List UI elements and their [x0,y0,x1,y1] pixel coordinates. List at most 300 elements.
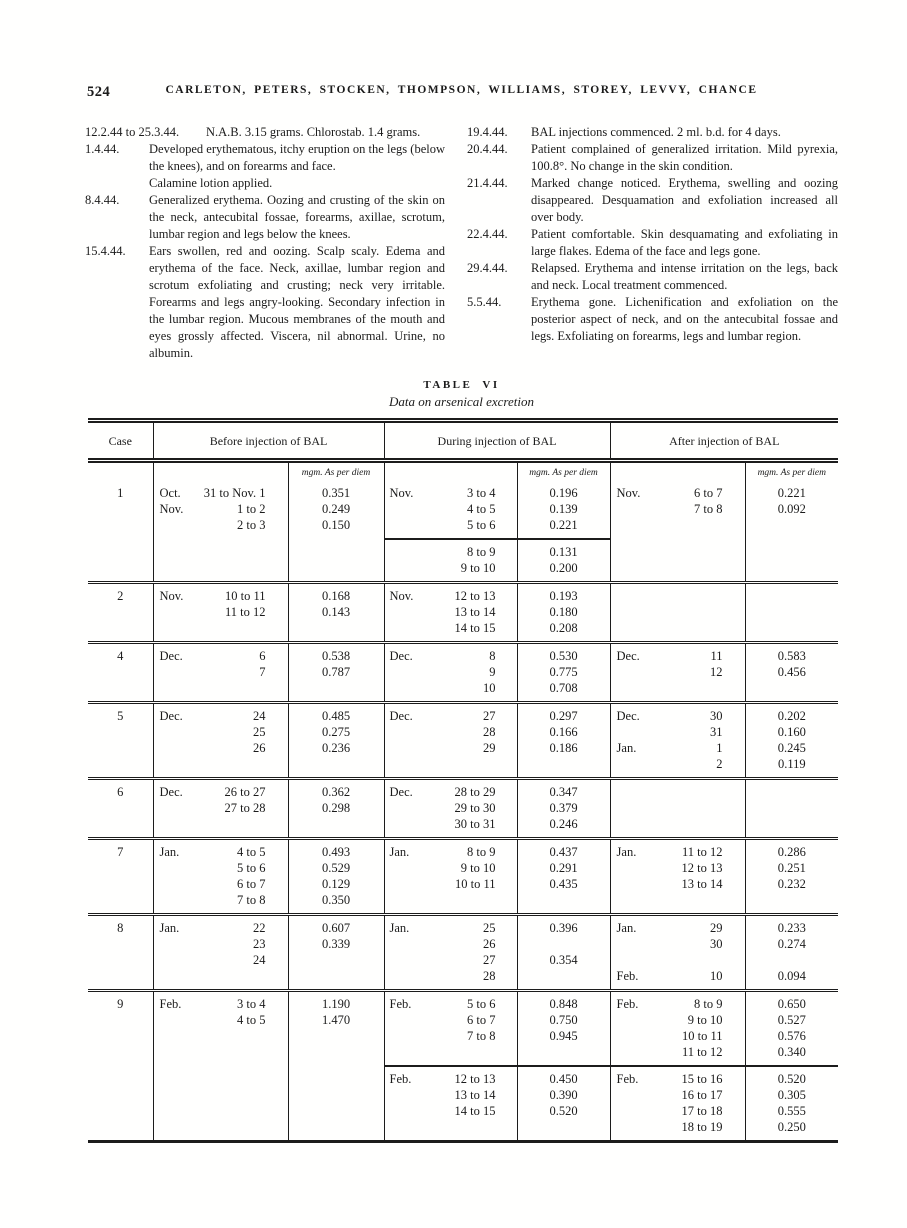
history-column-left [85,124,445,362]
entry-text [531,175,838,226]
value-block [289,844,384,908]
during-values-cell [517,643,610,703]
excretion-value [518,936,610,952]
excretion-value: 0.340 [777,1045,806,1059]
entry-paragraph: Patient comfortable. Skin desquamating and exfoliating in large flakes. Edema of the face and legs gone. [531,227,838,258]
case-row [88,481,838,583]
excretion-value: 0.286 [777,845,806,859]
history-entry [85,124,445,141]
date-block [160,485,282,533]
day-range: 3 to 4 [237,997,266,1011]
excretion-value: 0.708 [549,681,578,695]
excretion-value: 1.470 [321,1013,351,1027]
excretion-value: 0.245 [777,741,806,755]
after-dates-cell [610,915,745,991]
month-label: Dec. [616,649,640,663]
day-range: 9 [489,665,496,679]
month-label [390,1012,426,1028]
day-range: 11 to 12 [224,605,266,619]
case-row [88,839,838,915]
excretion-value: 0.493 [321,845,351,859]
month-label: Feb. [616,1072,639,1086]
day-range: 28 [483,725,496,739]
excretion-value: 0.520 [549,1104,578,1118]
date-line [160,648,282,664]
during-values-cell [517,703,610,779]
month-label [617,1044,653,1060]
during-dates-cell [384,839,517,915]
before-dates-cell [153,779,288,839]
during-dates-cell [384,481,517,583]
excretion-value: 0.298 [321,801,351,815]
during-dates-cell [384,991,517,1142]
month-label: Dec. [389,649,413,663]
entry-text [531,260,838,294]
date-line [390,664,512,680]
excretion-value: 0.233 [777,921,806,935]
during-values-cell [517,481,610,583]
month-label [390,544,426,560]
month-label: Nov. [389,589,414,603]
month-label [160,952,196,968]
case-number: 5 [88,703,153,779]
excretion-value: 0.196 [549,486,578,500]
day-range: 31 to Nov. 1 [203,486,266,500]
day-range: 27 [483,709,496,723]
date-line [160,800,282,816]
month-label [617,860,653,876]
month-label [160,724,196,740]
date-line [160,1012,282,1028]
unit-header-before: mgm. As per diem [288,461,384,482]
month-label [390,604,426,620]
excretion-value: 0.193 [549,589,578,603]
day-range: 11 to 12 [682,845,723,859]
entry-paragraph: Patient complained of generalized irritation. Mild pyrexia, 100.8°. No change in the skin condition. [531,142,838,173]
day-range: 14 to 15 [454,1104,496,1118]
entry-date: 22.4.44. [467,227,508,241]
excretion-value: 0.274 [777,937,806,951]
day-range: 12 to 13 [454,1072,496,1086]
day-range: 11 to 12 [682,1045,723,1059]
entry-paragraph: Marked change noticed. Erythema, swelling and oozing disappeared. Desquamation and exfoliation increased all over body. [531,176,838,224]
day-range: 18 to 19 [681,1120,723,1134]
month-label [390,1087,426,1103]
subheader-spacer [88,461,153,482]
excretion-value: 0.129 [321,877,351,891]
month-label: Dec. [159,649,183,663]
entry-text [149,192,445,243]
excretion-value [518,968,610,984]
excretion-value: 0.275 [321,725,351,739]
before-dates-cell [153,915,288,991]
day-range: 1 to 2 [237,502,266,516]
intra-row-divider [746,1065,839,1067]
date-line [617,1012,739,1028]
entry-paragraph: Calamine lotion applied. [149,176,273,190]
before-dates-cell [153,703,288,779]
day-range: 25 [483,921,496,935]
month-label [617,664,653,680]
excretion-value: 0.186 [549,741,578,755]
excretion-value: 0.150 [321,518,351,532]
history-entry [85,243,445,362]
month-label: Dec. [159,785,183,799]
page-number: 524 [87,84,111,100]
value-block [289,485,384,533]
month-label: Feb. [389,997,412,1011]
day-range: 9 to 10 [687,1013,723,1027]
month-label: Nov. [159,589,184,603]
case-row [88,583,838,643]
date-line [390,588,512,604]
excretion-value: 0.160 [777,725,806,739]
month-label [160,664,196,680]
month-label [617,501,653,517]
excretion-value: 0.305 [777,1088,806,1102]
after-dates-cell [610,583,745,643]
excretion-value: 0.092 [777,502,806,516]
before-values-cell [288,839,384,915]
table-header-row [88,421,838,461]
date-line [390,1103,512,1119]
day-range: 22 [253,921,266,935]
date-block [617,996,739,1060]
date-line [160,860,282,876]
case-row [88,991,838,1142]
date-block [617,485,739,517]
during-values-cell [517,779,610,839]
excretion-value: 0.520 [777,1072,806,1086]
month-label [160,1012,196,1028]
date-line [160,724,282,740]
excretion-value: 0.379 [549,801,578,815]
month-label: Jan. [159,921,180,935]
subheader-spacer [610,461,745,482]
col-header-before: Before injection of BAL [153,421,384,461]
case-row [88,915,838,991]
month-label [160,517,196,533]
entry-paragraph: Ears swollen, red and oozing. Scalp scaly. Edema and erythema of the face. Neck, axillae, lumbar region and scrotum exfoliating and crusting; neck very irritable. Forearms and legs angry-looking. Secondary infection in the lumbar region. Mucous membranes of the mouth and eyes grossly affected. Viscera, nil abnormal. Urine, no albumin. [149,244,445,360]
date-line [617,952,739,968]
entry-text [531,124,838,141]
day-range: 30 [710,709,723,723]
month-label [390,968,426,984]
value-block [289,588,384,620]
excretion-value: 0.246 [549,817,578,831]
after-dates-cell [610,779,745,839]
day-range: 8 to 9 [467,545,496,559]
excretion-value: 0.435 [549,877,578,891]
month-label [160,800,196,816]
excretion-value: 0.232 [777,877,806,891]
history-entry [467,124,838,141]
date-line [390,544,512,560]
value-block [518,544,610,576]
month-label [617,1028,653,1044]
day-range: 26 [253,741,266,755]
month-label [390,860,426,876]
month-label: Dec. [159,709,183,723]
day-range [653,952,739,968]
date-block [160,588,282,620]
excretion-value: 0.945 [549,1029,578,1043]
month-label [390,876,426,892]
value-block [518,844,610,892]
case-number: 4 [88,643,153,703]
date-line [160,876,282,892]
month-label: Jan. [616,845,637,859]
date-line [617,844,739,860]
excretion-value: 0.200 [549,561,578,575]
unit-header-during: mgm. As per diem [517,461,610,482]
value-block [746,1071,839,1135]
table-label: TABLE VI [423,379,500,391]
excretion-value: 0.250 [777,1120,806,1134]
date-line [390,1028,512,1044]
day-range: 5 to 6 [467,997,496,1011]
excretion-value [746,952,839,968]
date-line [390,560,512,576]
day-range: 28 to 29 [454,785,496,799]
month-label: Feb. [389,1072,412,1086]
month-label: Nov. [389,486,414,500]
month-label [390,680,426,696]
date-line [390,517,512,533]
date-line [390,920,512,936]
date-line [390,1012,512,1028]
date-line [390,724,512,740]
day-range: 9 to 10 [460,561,496,575]
date-line [390,604,512,620]
date-line [617,756,739,772]
date-block [390,920,512,984]
value-block [518,1071,610,1119]
month-label [617,1119,653,1135]
excretion-value: 0.202 [777,709,806,723]
date-line [390,968,512,984]
date-block [160,708,282,756]
date-line [617,936,739,952]
entry-date: 21.4.44. [467,176,508,190]
after-dates-cell [610,481,745,583]
excretion-value: 0.354 [549,953,578,967]
excretion-value: 0.576 [777,1029,806,1043]
date-line [390,501,512,517]
day-range: 13 to 14 [454,605,496,619]
excretion-value: 0.351 [321,486,351,500]
table-caption: Data on arsenical excretion [388,394,534,409]
date-line [617,1119,739,1135]
entry-date: 19.4.44. [467,125,508,139]
day-range: 27 [483,953,496,967]
day-range: 4 to 5 [237,845,266,859]
excretion-value: 0.848 [549,997,578,1011]
entry-paragraph: N.A.B. 3.15 grams. Chlorostab. 1.4 grams. [206,125,421,139]
day-range: 10 to 11 [224,589,266,603]
day-range: 14 to 15 [454,621,496,635]
table-section [85,379,838,1143]
after-values-cell [745,643,838,703]
value-block [518,920,610,984]
before-values-cell [288,583,384,643]
before-dates-cell [153,583,288,643]
day-range: 27 to 28 [224,801,266,815]
value-block [746,920,839,984]
date-line [390,952,512,968]
day-range: 3 to 4 [467,486,496,500]
day-range: 4 to 5 [467,502,496,516]
excretion-value: 0.251 [777,861,806,875]
entry-paragraph: Generalized erythema. Oozing and crusting of the skin on the neck, antecubital fossae, forearms, axillae, scrotum, lumbar region and legs below the knees. [149,193,445,241]
after-values-cell [745,991,838,1142]
during-values-cell [517,915,610,991]
date-line [617,708,739,724]
excretion-value: 0.143 [321,605,351,619]
day-range: 26 to 27 [224,785,266,799]
after-values-cell [745,703,838,779]
history-entry [467,294,838,345]
month-label [390,664,426,680]
day-range: 10 [483,681,496,695]
history-entry [467,141,838,175]
day-range: 10 [710,969,723,983]
month-label: Jan. [159,845,180,859]
date-line [617,1087,739,1103]
excretion-value: 0.396 [549,921,578,935]
date-line [160,485,282,501]
during-values-cell [517,583,610,643]
date-line [160,892,282,908]
date-block [160,920,282,968]
case-number: 8 [88,915,153,991]
before-values-cell [288,991,384,1142]
value-block [289,784,384,816]
history-entry [467,175,838,226]
entry-date: 1.4.44. [85,142,120,156]
month-label [617,724,653,740]
value-block [518,648,610,696]
date-line [617,996,739,1012]
value-block [518,485,610,533]
day-range: 6 [259,649,266,663]
date-line [390,996,512,1012]
date-line [390,1071,512,1087]
date-line [390,620,512,636]
entry-date: 29.4.44. [467,261,508,275]
date-block [160,996,282,1028]
day-range: 24 [253,953,266,967]
excretion-value: 0.437 [549,845,578,859]
date-line [617,485,739,501]
month-label [160,604,196,620]
month-label: Nov. [159,502,184,516]
excretion-value: 0.339 [321,937,351,951]
day-range: 7 to 8 [694,502,723,516]
date-block [160,844,282,908]
day-range: 16 to 17 [681,1088,723,1102]
date-line [160,708,282,724]
entry-date: 15.4.44. [85,244,126,258]
month-label: Jan. [616,921,637,935]
excretion-value: 0.527 [777,1013,806,1027]
date-line [160,996,282,1012]
day-range: 8 to 9 [694,997,723,1011]
day-range: 17 to 18 [681,1104,723,1118]
date-block [617,1071,739,1135]
excretion-value: 0.166 [549,725,578,739]
month-label: Jan. [389,921,410,935]
day-range: 2 to 3 [237,518,266,532]
before-dates-cell [153,481,288,583]
after-values-cell [745,583,838,643]
value-block [746,485,839,517]
excretion-value: 0.485 [321,709,351,723]
before-values-cell [288,703,384,779]
date-line [160,664,282,680]
excretion-value: 0.529 [321,861,351,875]
month-label: Nov. [616,486,641,500]
excretion-value: 0.456 [777,665,806,679]
excretion-value: 0.208 [549,621,578,635]
date-block [390,784,512,832]
date-line [617,920,739,936]
value-block [289,996,384,1028]
date-line [160,588,282,604]
date-line [390,844,512,860]
date-block [160,648,282,680]
history-entry [85,192,445,243]
after-dates-cell [610,643,745,703]
excretion-value: 0.221 [777,486,806,500]
month-label: Feb. [159,997,182,1011]
excretion-value: 0.221 [549,518,578,532]
date-line [617,1044,739,1060]
excretion-value: 0.450 [549,1072,578,1086]
after-values-cell [745,481,838,583]
day-range: 31 [710,725,723,739]
entry-text [531,294,838,345]
date-block [390,544,512,576]
day-range: 13 to 14 [681,877,723,891]
month-label [390,816,426,832]
excretion-value: 0.168 [321,589,351,603]
date-line [617,501,739,517]
day-range: 26 [483,937,496,951]
unit-header-after: mgm. As per diem [757,468,826,478]
date-line [160,952,282,968]
day-range: 9 to 10 [460,861,496,875]
during-dates-cell [384,583,517,643]
date-line [617,876,739,892]
during-values-cell [517,991,610,1142]
month-label [390,740,426,756]
value-block [289,708,384,756]
date-line [160,517,282,533]
month-label [617,936,653,952]
history-entry [467,226,838,260]
during-dates-cell [384,703,517,779]
date-line [390,784,512,800]
case-number: 1 [88,481,153,583]
case-row [88,779,838,839]
month-label [160,740,196,756]
month-label: Dec. [389,785,413,799]
entry-paragraph: BAL injections commenced. 2 ml. b.d. for 4 days. [531,125,781,139]
date-block [390,485,512,533]
date-block [160,784,282,816]
date-line [390,816,512,832]
